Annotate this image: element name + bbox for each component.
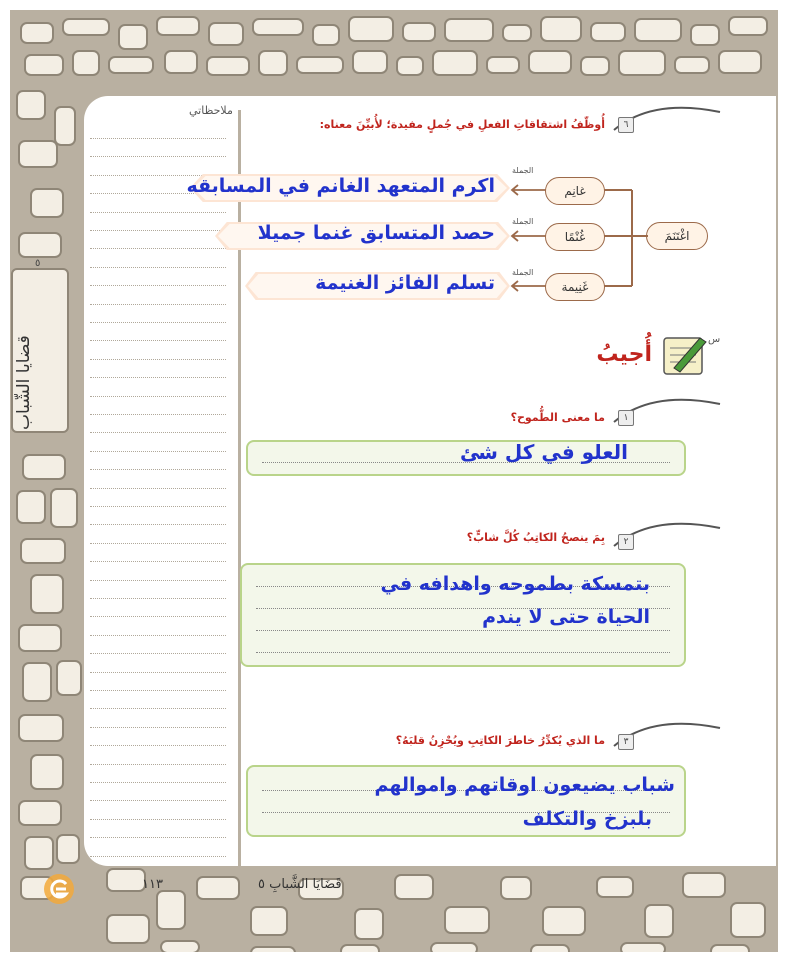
note-line (90, 322, 226, 323)
note-line (90, 800, 226, 801)
arrow (508, 182, 548, 302)
border-stone (18, 800, 62, 826)
border-stone (208, 22, 244, 46)
page-number: ١١٣ (142, 877, 163, 892)
border-stone (730, 902, 766, 938)
note-line (90, 727, 226, 728)
border-stone (430, 942, 478, 952)
border-stone (710, 944, 750, 952)
border-stone (590, 22, 626, 42)
border-stone (486, 56, 520, 74)
border-stone (394, 874, 434, 900)
border-stone (432, 50, 478, 76)
q3-prompt: بِمَ ينصحُ الكاتِبُ كُلَّ شابٍّ؟ (466, 531, 605, 544)
border-stone (118, 24, 148, 50)
note-line (90, 561, 226, 562)
border-stone (444, 18, 494, 42)
border-stone (196, 876, 240, 900)
border-stone (444, 906, 490, 934)
border-stone (620, 942, 666, 952)
handwritten-answer: بتمسكة بطموحه واهدافه في (380, 573, 650, 595)
note-line (90, 469, 226, 470)
root-word: اغْتَنَمَ (646, 222, 708, 250)
note-line (90, 598, 226, 599)
sentence-label: الجملة (512, 166, 534, 175)
question-number: ٦ (618, 117, 634, 133)
border-stone (108, 56, 154, 74)
border-stone (530, 944, 570, 952)
border-stone (258, 50, 288, 76)
note-line (90, 359, 226, 360)
border-stone (156, 16, 200, 36)
handwritten-answer: اكرم المتعهد الغانم في المسابقه (186, 175, 495, 197)
handwritten-answer: بلبزخ والتكلف (522, 808, 652, 830)
note-line (90, 524, 226, 525)
border-stone (690, 24, 720, 46)
answer-line (256, 652, 670, 653)
border-stone (718, 50, 762, 74)
border-stone (206, 56, 250, 76)
notes-column (84, 96, 232, 866)
border-stone (402, 22, 436, 42)
border-stone (728, 16, 768, 36)
note-line (90, 837, 226, 838)
note-line (90, 543, 226, 544)
border-stone (18, 624, 62, 652)
note-line (90, 745, 226, 746)
border-stone (30, 754, 64, 790)
border-stone (502, 24, 532, 42)
border-stone (22, 454, 66, 480)
note-line (90, 230, 226, 231)
note-line (90, 377, 226, 378)
logo-icon (42, 872, 76, 906)
border-stone (540, 16, 582, 42)
note-line (90, 506, 226, 507)
handwritten-answer: تسلم الفائز الغنيمة (315, 272, 495, 294)
q1-prompt: أُوظّفُ اشتقاقاتِ الفعلِ في جُملٍ مفيدة؛ لأُبيِّنَ معناه: (319, 118, 605, 131)
side-tab-number: ٥ (35, 258, 41, 269)
q2-prompt: ما معنى الطُّموح؟ (510, 411, 605, 424)
note-line (90, 764, 226, 765)
note-line (90, 212, 226, 213)
note-line (90, 653, 226, 654)
border-stone (16, 490, 46, 524)
border-stone (18, 714, 64, 742)
derivative-1: غانِم (545, 177, 605, 205)
border-stone (644, 904, 674, 938)
note-line (90, 580, 226, 581)
border-stone (340, 944, 380, 952)
note-line (90, 267, 226, 268)
border-stone (164, 50, 198, 74)
note-line (90, 616, 226, 617)
border-stone (106, 868, 146, 892)
border-stone (50, 488, 78, 528)
answer-line (256, 630, 670, 631)
note-line (90, 856, 226, 857)
handwritten-answer: شباب يضيعون اوقاتهم واموالهم (374, 774, 675, 796)
border-stone (72, 50, 100, 76)
border-stone (22, 662, 52, 702)
border-stone (618, 50, 666, 76)
note-line (90, 690, 226, 691)
border-stone (30, 574, 64, 614)
note-line (90, 138, 226, 139)
border-stone (20, 538, 66, 564)
note-line (90, 340, 226, 341)
note-line (90, 248, 226, 249)
paper-pencil-icon (660, 332, 710, 378)
border-stone (252, 18, 304, 36)
answer-section-title: أُجيبُ (596, 342, 652, 367)
border-stone (354, 908, 384, 940)
note-line (90, 285, 226, 286)
note-line (90, 488, 226, 489)
border-stone (250, 946, 296, 952)
border-stone (528, 50, 572, 74)
border-stone (580, 56, 610, 76)
border-stone (348, 16, 394, 42)
border-stone (24, 54, 64, 76)
note-line (90, 156, 226, 157)
border-stone (54, 106, 76, 146)
derivative-3: غَنِيمة (545, 273, 605, 301)
note-line (90, 782, 226, 783)
note-line (90, 819, 226, 820)
border-stone (296, 56, 344, 74)
border-stone (674, 56, 710, 74)
sentence-label: الجملة (512, 268, 534, 277)
border-stone (542, 906, 586, 936)
q4-prompt: ما الذي يُكدِّرُ خاطرَ الكاتِبِ ويُحْزِنُ قلبَهُ؟ (395, 734, 605, 747)
question-number: ٣ (618, 734, 634, 750)
border-stone (352, 50, 388, 74)
border-stone (396, 56, 424, 76)
unit-title: قَضَايَا الشَّبابِ ٥ (258, 877, 342, 892)
sentence-label: الجملة (512, 217, 534, 226)
border-stone (18, 140, 58, 168)
handwritten-answer: الحياة حتى لا يندم (482, 606, 650, 628)
notes-title: ملاحظاتي (189, 104, 233, 117)
border-stone (160, 940, 200, 952)
side-tab-title: قضايا الشّباب (14, 335, 34, 430)
note-line (90, 414, 226, 415)
note-line (90, 672, 226, 673)
note-line (90, 304, 226, 305)
border-stone (24, 836, 54, 870)
note-line (90, 451, 226, 452)
note-line (90, 432, 226, 433)
border-stone (16, 90, 46, 120)
question-number: ١ (618, 410, 634, 426)
note-line (90, 396, 226, 397)
note-line (90, 635, 226, 636)
handwritten-answer: حصد المتسابق غنما جميلا (257, 222, 495, 244)
border-stone (56, 660, 82, 696)
border-stone (18, 232, 62, 258)
border-stone (56, 834, 80, 864)
tree-connector (600, 180, 650, 290)
border-stone (156, 890, 186, 930)
derivative-2: غُنْمًا (545, 223, 605, 251)
handwritten-answer: العلو في كل شئ (459, 440, 628, 464)
note-line (90, 708, 226, 709)
border-stone (682, 872, 726, 898)
border-stone (596, 876, 634, 898)
border-stone (30, 188, 64, 218)
answer-icon-letter: س (708, 334, 721, 345)
border-stone (20, 22, 54, 44)
border-stone (250, 906, 288, 936)
border-stone (500, 876, 532, 900)
border-stone (312, 24, 340, 46)
border-stone (106, 914, 150, 944)
border-stone (634, 18, 682, 42)
border-stone (62, 18, 110, 36)
question-number: ٢ (618, 534, 634, 550)
